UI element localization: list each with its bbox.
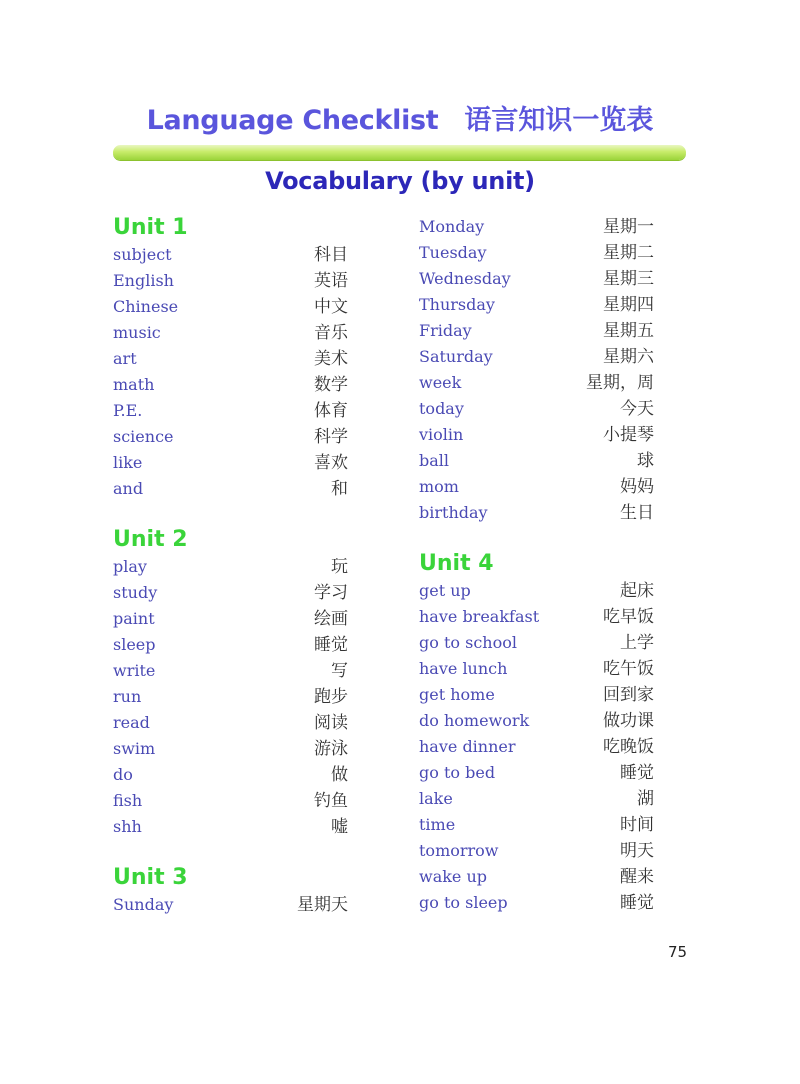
- vocab-chinese: 英语: [314, 271, 348, 291]
- vocab-english: get up: [419, 581, 471, 600]
- vocab-english: Tuesday: [419, 243, 487, 262]
- vocab-english: get home: [419, 685, 495, 704]
- vocab-chinese: 学习: [314, 583, 348, 603]
- vocab-english: do homework: [419, 711, 530, 730]
- vocab-row: [419, 734, 654, 760]
- vocab-english: like: [113, 453, 143, 472]
- vocab-row: [113, 684, 348, 710]
- unit-2-heading: Unit 2: [113, 527, 188, 552]
- vocab-row: [113, 476, 348, 502]
- vocab-english: paint: [113, 609, 155, 628]
- vocab-row: [113, 346, 348, 372]
- vocab-row: [419, 760, 654, 786]
- vocab-row: [113, 320, 348, 346]
- vocab-chinese: 做功课: [603, 711, 654, 731]
- vocab-english: and: [113, 479, 144, 498]
- vocab-row: [419, 318, 654, 344]
- vocab-chinese: 星期六: [603, 347, 654, 367]
- unit-4-heading: Unit 4: [419, 551, 494, 576]
- title-underline-bar: [113, 145, 686, 160]
- vocab-english: go to bed: [419, 763, 496, 782]
- vocab-chinese: 吃午饭: [603, 659, 654, 679]
- vocab-chinese: 睡觉: [314, 635, 348, 655]
- vocab-english: Thursday: [419, 295, 495, 314]
- vocab-english: subject: [113, 245, 172, 264]
- vocab-row: [419, 656, 654, 682]
- vocab-english: lake: [419, 789, 453, 808]
- vocab-row: [419, 630, 654, 656]
- vocab-english: go to school: [419, 633, 517, 652]
- vocab-english: tomorrow: [419, 841, 499, 860]
- unit-1-heading: Unit 1: [113, 215, 188, 240]
- vocab-chinese: 起床: [620, 581, 654, 601]
- unit-3-list: [113, 892, 348, 918]
- vocab-row: [419, 604, 654, 630]
- vocab-english: Sunday: [113, 895, 174, 914]
- vocab-row: [113, 762, 348, 788]
- vocab-english: today: [419, 399, 464, 418]
- vocab-english: science: [113, 427, 174, 446]
- vocab-chinese: 绘画: [314, 609, 348, 629]
- vocab-english: Wednesday: [419, 269, 511, 288]
- vocab-english: English: [113, 271, 174, 290]
- vocab-english: go to sleep: [419, 893, 508, 912]
- vocab-english: P.E.: [113, 401, 143, 420]
- vocab-row: [113, 372, 348, 398]
- vocab-chinese: 吃早饭: [603, 607, 654, 627]
- vocab-row: [419, 838, 654, 864]
- vocab-chinese: 做: [331, 765, 348, 785]
- vocab-english: Chinese: [113, 297, 179, 316]
- vocab-chinese: 喜欢: [314, 453, 348, 473]
- vocab-chinese: 星期，周: [586, 373, 654, 393]
- vocab-chinese: 科目: [314, 245, 348, 265]
- vocab-chinese: 星期一: [603, 217, 654, 237]
- page-title: [0, 98, 800, 137]
- vocab-chinese: 时间: [620, 815, 654, 835]
- vocab-english: mom: [419, 477, 459, 496]
- vocab-row: [113, 788, 348, 814]
- vocab-english: art: [113, 349, 137, 368]
- vocab-row: [113, 814, 348, 840]
- vocab-chinese: 游泳: [314, 739, 348, 759]
- vocab-row: [113, 450, 348, 476]
- vocab-chinese: 嘘: [331, 817, 348, 837]
- unit-3-heading: Unit 3: [113, 865, 188, 890]
- vocab-chinese: 音乐: [314, 323, 348, 343]
- vocab-english: week: [419, 373, 462, 392]
- vocab-row: [113, 892, 348, 918]
- vocab-row: [113, 632, 348, 658]
- vocab-row: [419, 240, 654, 266]
- vocab-english: have dinner: [419, 737, 516, 756]
- vocab-chinese: 中文: [314, 297, 348, 317]
- vocab-english: read: [113, 713, 150, 732]
- vocab-chinese: 数学: [314, 375, 348, 395]
- vocab-row: [113, 242, 348, 268]
- vocab-row: [113, 736, 348, 762]
- vocab-chinese: 今天: [620, 399, 654, 419]
- vocab-row: [419, 708, 654, 734]
- vocab-row: [419, 682, 654, 708]
- vocab-row: [419, 448, 654, 474]
- vocab-row: [419, 474, 654, 500]
- page-title-chinese: 语言知识一览表: [464, 105, 654, 136]
- vocab-row: [419, 422, 654, 448]
- vocab-chinese: 星期四: [603, 295, 654, 315]
- vocab-chinese: 美术: [314, 349, 348, 369]
- vocab-english: ball: [419, 451, 450, 470]
- vocab-row: [419, 370, 654, 396]
- vocab-row: [113, 710, 348, 736]
- vocab-chinese: 体育: [314, 401, 348, 421]
- vocab-row: [419, 292, 654, 318]
- vocab-row: [113, 606, 348, 632]
- vocab-english: have breakfast: [419, 607, 540, 626]
- vocab-chinese: 明天: [620, 841, 654, 861]
- vocab-chinese: 和: [331, 479, 348, 499]
- vocab-english: wake up: [419, 867, 488, 886]
- vocab-english: swim: [113, 739, 156, 758]
- vocab-chinese: 玩: [331, 557, 348, 577]
- vocab-english: run: [113, 687, 142, 706]
- vocab-english: write: [113, 661, 156, 680]
- vocab-chinese: 生日: [620, 503, 654, 523]
- left-column: [113, 214, 348, 918]
- vocab-row: [419, 890, 654, 916]
- vocab-english: math: [113, 375, 155, 394]
- vocab-english: Friday: [419, 321, 472, 340]
- vocab-english: shh: [113, 817, 142, 836]
- unit-1-list: [113, 242, 348, 502]
- vocab-row: [419, 786, 654, 812]
- page-title-english: Language Checklist: [146, 105, 439, 136]
- vocab-chinese: 星期三: [603, 269, 654, 289]
- vocab-chinese: 写: [331, 661, 348, 681]
- vocab-row: [419, 266, 654, 292]
- vocab-english: violin: [419, 425, 464, 444]
- vocab-row: [113, 268, 348, 294]
- vocab-chinese: 睡觉: [620, 893, 654, 913]
- unit-2-list: [113, 554, 348, 840]
- vocab-row: [419, 214, 654, 240]
- vocab-chinese: 妈妈: [620, 477, 654, 497]
- vocab-chinese: 湖: [637, 789, 654, 809]
- vocab-english: Saturday: [419, 347, 493, 366]
- vocab-row: [419, 864, 654, 890]
- vocab-row: [113, 294, 348, 320]
- vocab-english: time: [419, 815, 456, 834]
- vocab-chinese: 小提琴: [603, 425, 654, 445]
- page-number: 75: [668, 943, 688, 961]
- vocab-chinese: 科学: [314, 427, 348, 447]
- right-column: [419, 214, 654, 916]
- unit-3-continued-list: [419, 214, 654, 526]
- vocab-row: [113, 580, 348, 606]
- vocab-english: have lunch: [419, 659, 508, 678]
- vocab-english: music: [113, 323, 161, 342]
- vocab-chinese: 回到家: [603, 685, 654, 705]
- vocab-english: sleep: [113, 635, 156, 654]
- vocab-row: [419, 344, 654, 370]
- vocab-chinese: 星期二: [603, 243, 654, 263]
- unit-4-list: [419, 578, 654, 916]
- vocab-chinese: 阅读: [314, 713, 348, 733]
- vocab-chinese: 醒来: [620, 867, 654, 887]
- vocab-chinese: 星期五: [603, 321, 654, 341]
- vocab-chinese: 上学: [620, 633, 654, 653]
- vocab-chinese: 吃晚饭: [603, 737, 654, 757]
- section-subtitle: Vocabulary (by unit): [265, 167, 535, 195]
- vocab-english: do: [113, 765, 133, 784]
- vocab-row: [419, 500, 654, 526]
- vocab-english: birthday: [419, 503, 488, 522]
- vocab-row: [419, 578, 654, 604]
- vocab-row: [113, 424, 348, 450]
- vocab-chinese: 球: [637, 451, 654, 471]
- vocab-english: study: [113, 583, 158, 602]
- vocab-chinese: 睡觉: [620, 763, 654, 783]
- vocab-chinese: 跑步: [314, 687, 348, 707]
- vocab-row: [113, 398, 348, 424]
- vocab-row: [113, 554, 348, 580]
- vocab-english: play: [113, 557, 147, 576]
- vocab-row: [113, 658, 348, 684]
- vocab-row: [419, 812, 654, 838]
- vocab-chinese: 钓鱼: [314, 791, 348, 811]
- vocab-row: [419, 396, 654, 422]
- vocab-chinese: 星期天: [297, 895, 348, 915]
- vocab-english: fish: [113, 791, 143, 810]
- vocab-english: Monday: [419, 217, 485, 236]
